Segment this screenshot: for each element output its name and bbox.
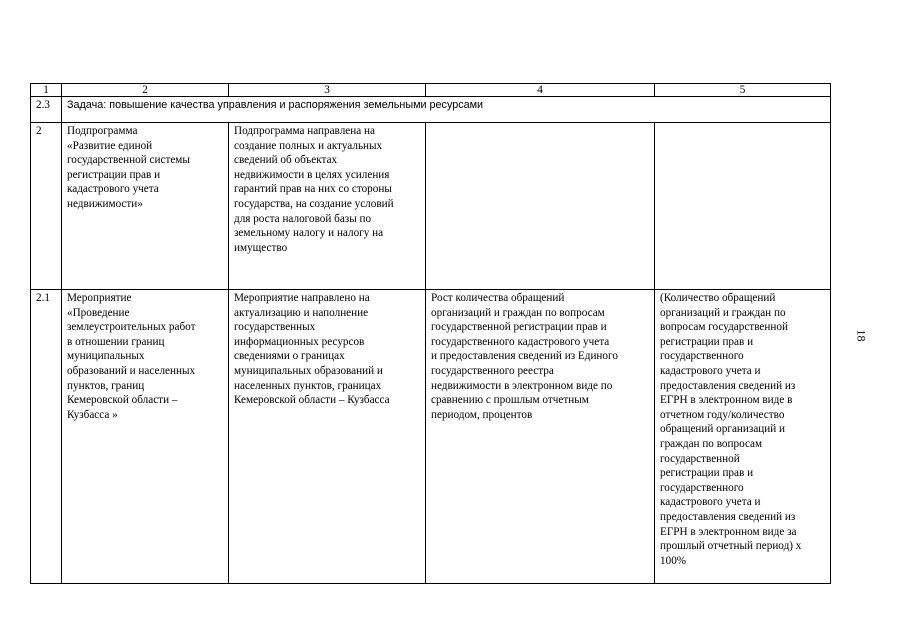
column-number-3: 3: [229, 84, 426, 97]
task-row: [31, 97, 831, 123]
indicator-cell: Рост количества обращений организаций и граждан по вопросам государственной регистрации прав и государственного кадастрового учета и предоставления сведений из Единого государственного реестра недвижимости в электронном виде по сравнению с прошлым отчетным периодом, процентов: [426, 290, 655, 584]
column-number-4: 4: [426, 84, 655, 97]
measure-description-cell: Мероприятие направлено на актуализацию и наполнение государственных информационных ресурсов сведениями о границах муниципальных образований и населенных пунктов, границах Кемеровской области – Кузбасса: [229, 290, 426, 584]
measure-name-cell: Мероприятие «Проведение землеустроительных работ в отношении границ муниципальных образований и населенных пунктов, границ Кемеровской области – Кузбасса »: [62, 290, 229, 584]
column-number-5: 5: [655, 84, 831, 97]
row-number: 2.1: [31, 290, 62, 584]
column-number-2: 2: [62, 84, 229, 97]
row-number: 2: [31, 123, 62, 290]
measure-name-cell: Подпрограмма «Развитие единой государственной системы регистрации прав и кадастрового учета недвижимости»: [62, 123, 229, 290]
table-row: [31, 290, 831, 584]
calculation-cell: [655, 123, 831, 290]
table-row: [31, 123, 831, 290]
page-number: 18: [854, 329, 869, 342]
column-number-row: [31, 84, 831, 97]
program-table: [30, 83, 831, 584]
task-number: 2.3: [31, 97, 62, 123]
indicator-cell: [426, 123, 655, 290]
column-number-1: 1: [31, 84, 62, 97]
task-text: Задача: повышение качества управления и распоряжения земельными ресурсами: [62, 97, 831, 123]
calculation-cell: (Количество обращений организаций и граждан по вопросам государственной регистрации прав и государственного кадастрового учета и предоставления сведений из ЕГРН в электронном виде в отчетном году/количество обращений организаций и граждан по вопросам государственной регистрации прав и государственного кадастрового учета и предоставления сведений из ЕГРН в электронном виде за прошлый отчетный период) х 100%: [655, 290, 831, 584]
measure-description-cell: Подпрограмма направлена на создание полных и актуальных сведений об объектах недвижимости в целях усиления гарантий прав на них со стороны государства, на создание условий для роста налоговой базы по земельному налогу и налогу на имущество: [229, 123, 426, 290]
